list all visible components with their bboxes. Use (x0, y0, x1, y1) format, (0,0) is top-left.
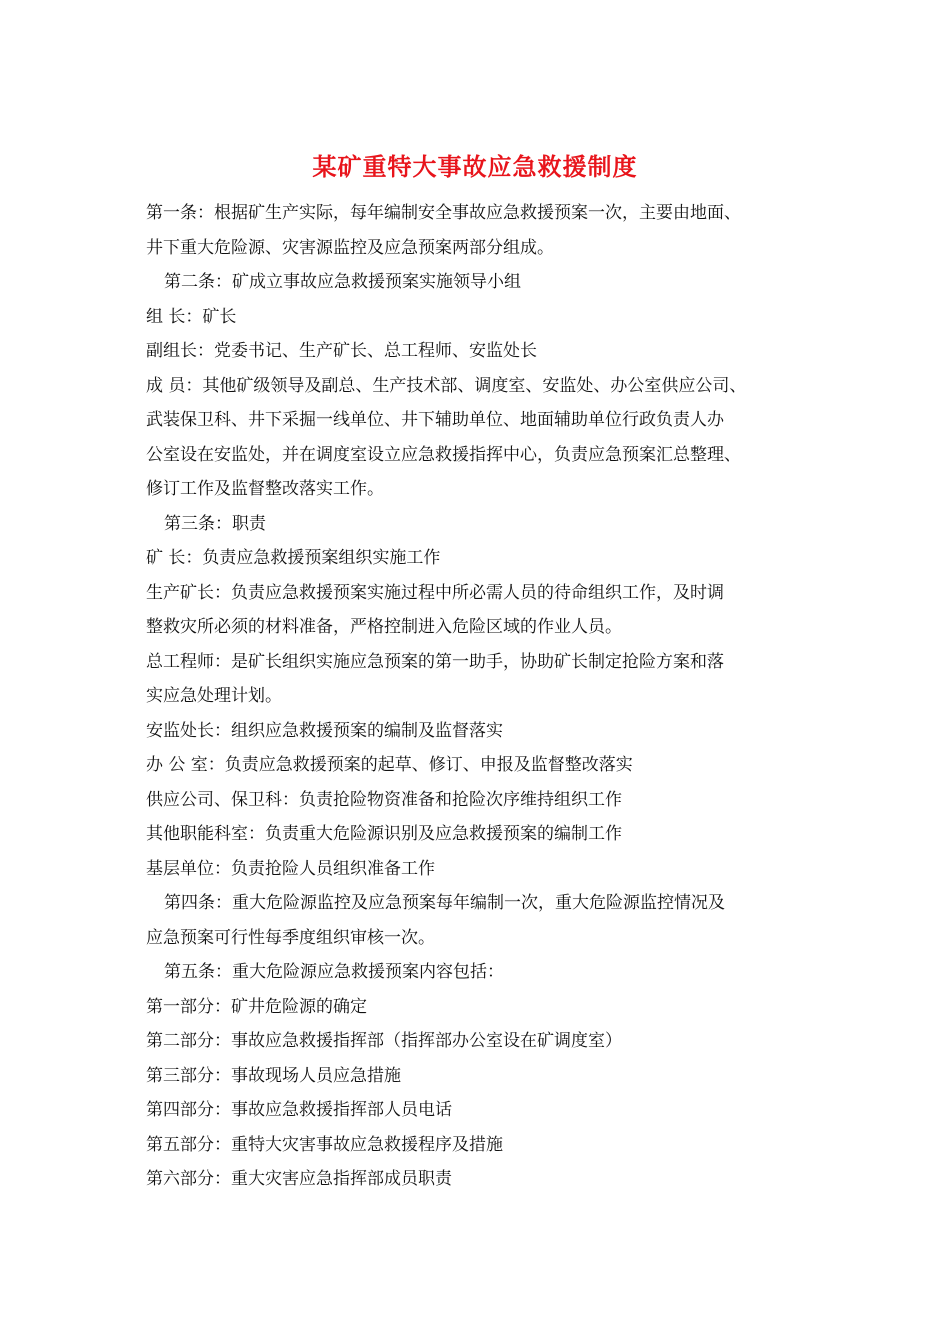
text-line: 第四条：重大危险源监控及应急预案每年编制一次，重大危险源监控情况及 (164, 893, 725, 913)
text-line: 第六部分：重大灾害应急指挥部成员职责 (146, 1169, 452, 1189)
text-line: 公室设在安监处，并在调度室设立应急救援指挥中心，负责应急预案汇总整理、 (146, 444, 741, 465)
text-line: 武装保卫科、井下采掘一线单位、井下辅助单位、地面辅助单位行政负责人办 (146, 410, 724, 430)
text-line: 矿 长：负责应急救援预案组织实施工作 (146, 548, 441, 568)
text-line: 办 公 室：负责应急救援预案的起草、修订、申报及监督整改落实 (146, 755, 633, 775)
text-line: 安监处长：组织应急救援预案的编制及监督落实 (146, 720, 503, 741)
document-title: 某矿重特大事故应急救援制度 (312, 152, 638, 181)
text-line: 第五部分：重特大灾害事故应急救援程序及措施 (146, 1134, 503, 1155)
text-line: 第三条：职责 (164, 513, 266, 534)
text-line: 成 员：其他矿级领导及副总、生产技术部、调度室、安监处、办公室供应公司、 (146, 375, 747, 396)
text-line: 第三部分：事故现场人员应急措施 (146, 1065, 401, 1086)
text-line: 第二部分：事故应急救援指挥部（指挥部办公室设在矿调度室） (146, 1031, 622, 1051)
text-line: 基层单位：负责抢险人员组织准备工作 (146, 858, 435, 879)
text-line: 生产矿长：负责应急救援预案实施过程中所必需人员的待命组织工作，及时调 (146, 582, 724, 603)
text-line: 组 长：矿长 (146, 306, 237, 327)
text-line: 第一条：根据矿生产实际，每年编制安全事故应急救援预案一次，主要由地面、 (146, 203, 741, 223)
text-line: 第四部分：事故应急救援指挥部人员电话 (146, 1100, 452, 1120)
text-line: 整救灾所必须的材料准备，严格控制进入危险区域的作业人员。 (146, 617, 622, 637)
text-line: 供应公司、保卫科：负责抢险物资准备和抢险次序维持组织工作 (146, 789, 622, 810)
text-line: 修订工作及监督整改落实工作。 (146, 479, 384, 499)
text-line: 第五条：重大危险源应急救援预案内容包括： (164, 962, 504, 982)
text-line: 应急预案可行性每季度组织审核一次。 (146, 927, 435, 948)
text-line: 实应急处理计划。 (146, 686, 282, 706)
text-line: 井下重大危险源、灾害源监控及应急预案两部分组成。 (146, 237, 554, 258)
document-body (146, 196, 826, 1197)
text-line: 第二条：矿成立事故应急救援预案实施领导小组 (164, 272, 521, 292)
text-line: 第一部分：矿井危险源的确定 (146, 996, 367, 1017)
text-line: 总工程师：是矿长组织实施应急预案的第一助手，协助矿长制定抢险方案和落 (146, 651, 724, 672)
text-line: 其他职能科室：负责重大危险源识别及应急救援预案的编制工作 (146, 824, 622, 844)
text-line: 副组长：党委书记、生产矿长、总工程师、安监处长 (146, 341, 537, 361)
